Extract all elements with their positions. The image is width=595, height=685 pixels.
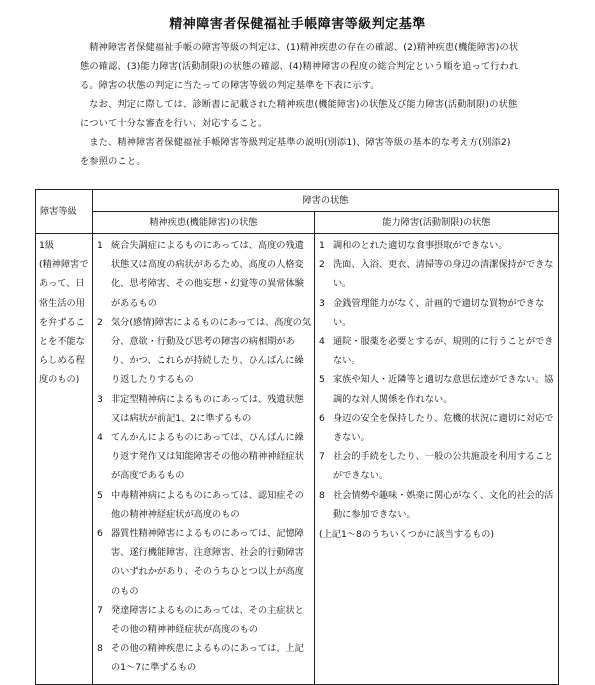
list-item: 4 てんかんによるものにあっては、ひんぱんに繰り返す発作又は知能障害その他の精神神経症状が高度であるもの bbox=[97, 432, 304, 482]
grade-label: 1級 bbox=[39, 240, 55, 251]
intro-text bbox=[80, 38, 520, 171]
list-item: 8 その他の精神疾患によるものにあっては、上記の1〜7に準ずるもの bbox=[97, 643, 304, 674]
table-row-grade-1 bbox=[36, 234, 559, 685]
list-item: 2 気分(感情)障害によるものにあっては、高度の気分、意欲・行動及び思考の障害の病相期があり、かつ、これらが持続したり、ひんぱんに繰り返したりするもの bbox=[97, 316, 312, 386]
list-item: 8 社会情勢や趣味・娯楽に関心がなく、文化的社会的活動に参加できない。 bbox=[319, 489, 554, 520]
list-item: 1 統合失調症によるものにあっては、高度の残遺状態又は高度の病状があるため、高度の人格変化、思考障害、その他妄想・幻覚等の異常体験があるもの bbox=[97, 240, 304, 309]
disability-grade-table bbox=[35, 189, 559, 685]
function-note: (上記1〜8のうちいくつかに該当するもの) bbox=[319, 529, 495, 541]
list-item: 6 器質性精神障害によるものにあっては、記憶障害、遂行機能障害、注意障害、社会的行動障害のいずれかがあり、そのうちひとつ以上が高度のもの bbox=[97, 528, 304, 597]
list-item: 3 非定型精神病によるものにあっては、残遺状態又は病状が前記1、2に準ずるもの bbox=[97, 393, 304, 424]
list-item: 3 金銭管理能力がなく、計画的で適切な買物ができない。 bbox=[319, 297, 545, 328]
header-function-state: 能力障害(活動制限)の状態 bbox=[315, 212, 559, 234]
mental-state-list bbox=[93, 234, 315, 685]
grade-description: (精神障害であって、日常生活の用を弁ずることを不能ならしめる程度のもの) bbox=[39, 259, 89, 386]
header-mental-state: 精神疾患(機能障害)の状態 bbox=[93, 212, 315, 234]
list-item: 5 家族や知人・近隣等と適切な意思伝達ができない。協調的な対人関係を作れない。 bbox=[319, 374, 554, 405]
list-item: 7 社会的手続をしたり、一般の公共施設を利用することができない。 bbox=[319, 451, 554, 482]
list-item: 5 中毒精神病によるものにあっては、認知症その他の精神神経症状が高度のもの bbox=[97, 489, 304, 520]
header-grade: 障害等級 bbox=[36, 190, 93, 234]
intro-paragraph-1: 精神障害者保健福祉手帳の障害等級の判定は、(1)精神疾患の存在の確認、(2)精神疾患(機能障害)の状態の確認、(3)能力障害(活動制限)の状態の確認、(4)精神障害の程度の総合判定という順を追って行われる。障害の状態の判定に当たっての障害等級の判定基準を下表に示す。 bbox=[80, 42, 519, 91]
list-item: 6 身辺の安全を保持したり、危機的状況に適切に対応できない。 bbox=[319, 412, 554, 444]
intro-paragraph-3: また、精神障害者保健福祉手帳障害等級判定基準の説明(別添1)、障害等級の基本的な考え方(別添2)を参照のこと。 bbox=[80, 137, 511, 167]
grade-cell bbox=[36, 234, 93, 685]
page-title: 精神障害者保健福祉手帳障害等級判定基準 bbox=[169, 17, 426, 32]
list-item: 4 通院・服薬を必要とするが、規則的に行うことができない。 bbox=[319, 336, 554, 367]
intro-paragraph-2: なお、判定に際しては、診断書に記載された精神疾患(機能障害)の状態及び能力障害(活動制限)の状態について十分な審査を行い、対応すること。 bbox=[80, 99, 518, 129]
list-item: 1 調和のとれた適切な食事摂取ができない。 bbox=[319, 240, 508, 251]
function-state-list bbox=[315, 234, 559, 685]
list-item: 7 発達障害によるものにあっては、その主症状とその他の精神神経症状が高度のもの bbox=[97, 604, 304, 636]
header-disability-state: 障害の状態 bbox=[93, 190, 559, 212]
list-item: 2 洗面、入浴、更衣、清掃等の身辺の清潔保持ができない。 bbox=[319, 259, 554, 290]
